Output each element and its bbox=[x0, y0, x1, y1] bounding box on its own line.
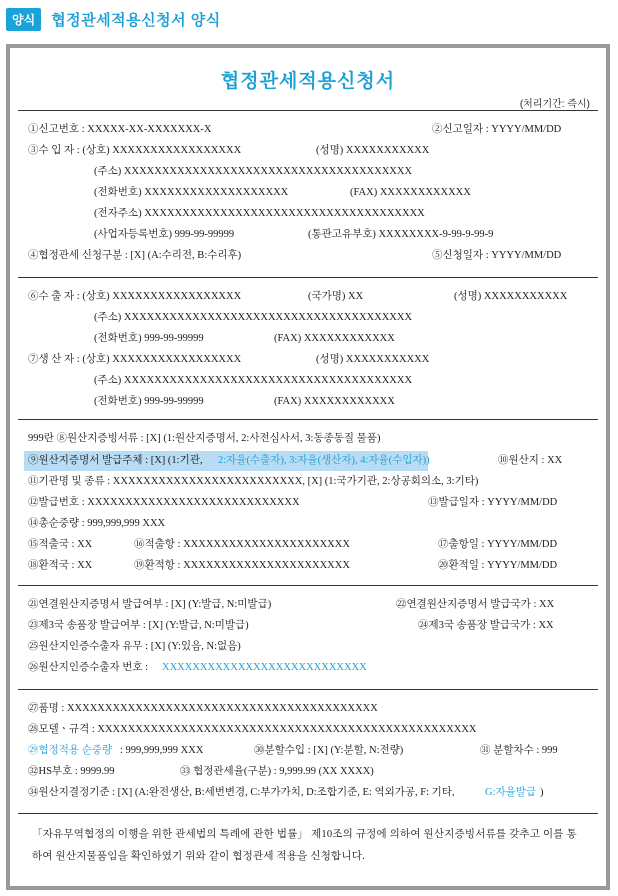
shipping-country: ⑮적출국 : XX bbox=[28, 539, 93, 550]
header-title: 협정관세적용신청서 양식 bbox=[51, 11, 221, 29]
applied-weight-value: : 999,999,999 XXX bbox=[120, 745, 204, 756]
importer-phone: (전화번호) XXXXXXXXXXXXXXXXXXX bbox=[94, 187, 289, 198]
importer-company: ③수 입 자 : (상호) XXXXXXXXXXXXXXXXX bbox=[28, 145, 242, 156]
row-issuer bbox=[28, 452, 588, 470]
row-importer-phone bbox=[28, 184, 588, 202]
section-goods bbox=[18, 689, 598, 813]
exporter-company: ⑥수 출 자 : (상호) XXXXXXXXXXXXXXXXX bbox=[28, 291, 242, 302]
importer-email: (전자주소) XXXXXXXXXXXXXXXXXXXXXXXXXXXXXXXXXXXXX bbox=[94, 208, 425, 219]
declaration-date: ②신고일자 : YYYY/MM/DD bbox=[432, 124, 562, 135]
transship-port: ⑲환적항 : XXXXXXXXXXXXXXXXXXXXXX bbox=[134, 560, 350, 571]
exporter-name: (성명) XXXXXXXXXXX bbox=[454, 291, 568, 302]
exporter-country: (국가명) XX bbox=[308, 291, 364, 302]
form-badge: 양식 bbox=[6, 8, 41, 31]
document-paper bbox=[10, 48, 606, 886]
total-net-weight: ⑭총순중량 : 999,999,999 XXX bbox=[28, 518, 166, 529]
row-exporter-phone bbox=[28, 330, 588, 348]
issue-date: ⑬발급일자 : YYYY/MM/DD bbox=[428, 497, 558, 508]
row-exporter bbox=[28, 288, 588, 306]
row-origin-docs bbox=[28, 430, 588, 448]
document-frame bbox=[6, 44, 610, 890]
row-importer bbox=[28, 142, 588, 160]
origin-criteria-close: ) bbox=[540, 787, 544, 798]
section-importer bbox=[18, 110, 598, 277]
importer-fax: (FAX) XXXXXXXXXXXX bbox=[350, 187, 471, 198]
processing-time: (처리기간: 즉시) bbox=[519, 99, 590, 110]
application-date: ⑤신청일자 : YYYY/MM/DD bbox=[432, 250, 562, 261]
agency-name-type: ⑪기관명 및 종류 : XXXXXXXXXXXXXXXXXXXXXXXXX, [X] (1:국가기관, 2:상공회의소, 3:기타) bbox=[28, 476, 479, 487]
approved-exporter-flag: ㉕원산지인증수출자 유무 : [X] (Y:있음, N:없음) bbox=[28, 641, 241, 652]
application-type: ④협정관세 신청구분 : [X] (A:수리전, B:수리후) bbox=[28, 250, 242, 261]
row-transshipment bbox=[28, 557, 588, 575]
row-approved-number bbox=[28, 659, 588, 677]
split-import: ㉚분할수입 : [X] (Y:분할, N:전량) bbox=[254, 745, 404, 756]
row-net-weight bbox=[28, 515, 588, 533]
exporter-phone: (전화번호) 999-99-99999 bbox=[94, 333, 204, 344]
row-linked-cert bbox=[28, 596, 588, 614]
item-name: ㉗품명 : XXXXXXXXXXXXXXXXXXXXXXXXXXXXXXXXXXXXXXXXX bbox=[28, 703, 378, 714]
row-declaration bbox=[28, 121, 588, 139]
issue-number: ⑫발급번호 : XXXXXXXXXXXXXXXXXXXXXXXXXXXX bbox=[28, 497, 300, 508]
business-reg-number: (사업자등록번호) 999-99-99999 bbox=[94, 229, 235, 240]
producer-phone: (전화번호) 999-99-99999 bbox=[94, 396, 204, 407]
row-importer-email bbox=[28, 205, 588, 223]
row-producer-phone bbox=[28, 393, 588, 411]
section-certificates bbox=[18, 585, 598, 689]
shipping-port: ⑯적출항 : XXXXXXXXXXXXXXXXXXXXXX bbox=[134, 539, 350, 550]
row-importer-ids bbox=[28, 226, 588, 244]
row-application-type bbox=[28, 247, 588, 265]
agreement-tariff-rate: ㉝ 협정관세율(구분) : 9,999.99 (XX XXXX) bbox=[180, 766, 374, 777]
row-producer-address bbox=[28, 372, 588, 390]
linked-cert-issued: ㉑연결원산지증명서 발급여부 : [X] (Y:발급, N:미발급) bbox=[28, 599, 272, 610]
issuer-self-options: 2:자율(수출자), 3:자율(생산자), 4:자율(수입자)) bbox=[218, 455, 430, 466]
doc-title: 협정관세적용신청서 bbox=[220, 70, 396, 92]
row-origin-criteria bbox=[28, 784, 588, 802]
approved-exporter-label: ㉖원산지인증수출자 번호 : bbox=[28, 662, 149, 673]
hs-code: ㉜HS부호 : 9999.99 bbox=[28, 766, 115, 777]
producer-name: (성명) XXXXXXXXXXX bbox=[316, 354, 430, 365]
issuer-label: ⑨원산지증명서 발급주체 : [X] (1:기관, bbox=[28, 455, 203, 466]
row-producer bbox=[28, 351, 588, 369]
linked-cert-country: ㉒연결원산지증명서 발급국가 : XX bbox=[396, 599, 555, 610]
row-agency bbox=[28, 473, 588, 491]
importer-name: (성명) XXXXXXXXXXX bbox=[316, 145, 430, 156]
third-invoice-issued: ㉓제3국 송품장 발급여부 : [X] (Y:발급, N:미발급) bbox=[28, 620, 249, 631]
importer-address: (주소) XXXXXXXXXXXXXXXXXXXXXXXXXXXXXXXXXXXXXX bbox=[94, 166, 413, 177]
row-third-invoice bbox=[28, 617, 588, 635]
row-hs-code bbox=[28, 763, 588, 781]
producer-address: (주소) XXXXXXXXXXXXXXXXXXXXXXXXXXXXXXXXXXXXXX bbox=[94, 375, 413, 386]
section-declaration-note bbox=[18, 813, 598, 873]
producer-company: ⑦생 산 자 : (상호) XXXXXXXXXXXXXXXXX bbox=[28, 354, 242, 365]
producer-fax: (FAX) XXXXXXXXXXXX bbox=[274, 396, 395, 407]
origin-doc-type: 999란 ⑧원산지증빙서류 : [X] (1:원산지증명서, 2:사전심사서, 3:동종동질 물품) bbox=[28, 433, 381, 444]
page-header bbox=[6, 8, 221, 30]
origin-country: ⑩원산지 : XX bbox=[498, 455, 563, 466]
row-issue bbox=[28, 494, 588, 512]
section-exporter-producer bbox=[18, 277, 598, 419]
declaration-note: 「자유무역협정의 이행을 위한 관세법의 특례에 관한 법률」 제10조의 규정에 의하여 원산지증빙서류를 갖추고 이를 통하여 원산지물품임을 확인하였기 위와 같이 협정관세 적용을 신청합니다. bbox=[32, 829, 577, 862]
row-item-name bbox=[28, 700, 588, 718]
model-spec: ㉘모델ㆍ규격 : XXXXXXXXXXXXXXXXXXXXXXXXXXXXXXXXXXXXXXXXXXXXXXXXXX bbox=[28, 724, 477, 735]
row-exporter-address bbox=[28, 309, 588, 327]
customs-code: (통관고유부호) XXXXXXXX-9-99-9-99-9 bbox=[308, 229, 494, 240]
row-importer-address bbox=[28, 163, 588, 181]
approved-exporter-number: XXXXXXXXXXXXXXXXXXXXXXXXXXX bbox=[162, 662, 367, 673]
transship-country: ⑱환적국 : XX bbox=[28, 560, 93, 571]
row-shipment bbox=[28, 536, 588, 554]
transship-date: ⑳환적일 : YYYY/MM/DD bbox=[438, 560, 558, 571]
row-model bbox=[28, 721, 588, 739]
row-approved-exporter bbox=[28, 638, 588, 656]
departure-date: ⑰출항일 : YYYY/MM/DD bbox=[438, 539, 558, 550]
declaration-number: ①신고번호 : XXXXX-XX-XXXXXXX-X bbox=[28, 124, 212, 135]
third-invoice-country: ㉔제3국 송품장 발급국가 : XX bbox=[418, 620, 554, 631]
row-applied-weight bbox=[28, 742, 588, 760]
split-count: ㉛ 분할차수 : 999 bbox=[480, 745, 558, 756]
exporter-fax: (FAX) XXXXXXXXXXXX bbox=[274, 333, 395, 344]
origin-criteria-self: G:자율발급 bbox=[485, 787, 537, 798]
origin-criteria: ㉞원산지결정기준 : [X] (A:완전생산, B:세번변경, C:부가가치, D:조합기준, E: 역외가공, F: 기타, bbox=[28, 787, 455, 798]
applied-weight-label: ㉙협정적용 순중량 bbox=[28, 745, 113, 756]
section-origin bbox=[18, 419, 598, 585]
exporter-address: (주소) XXXXXXXXXXXXXXXXXXXXXXXXXXXXXXXXXXXXXX bbox=[94, 312, 413, 323]
